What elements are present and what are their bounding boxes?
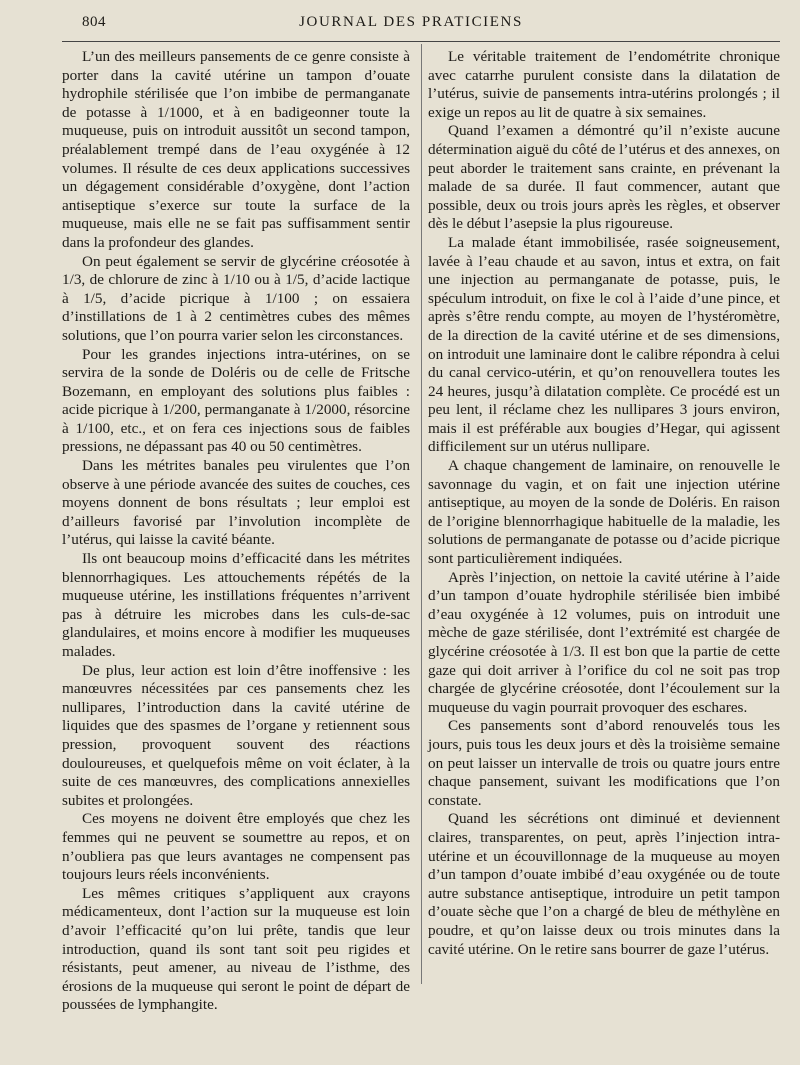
paragraph: Les mêmes critiques s’appliquent aux crayons médicamenteux, dont l’action sur la muqueuse est loin d’avoir l’efficacité qu’on lui prête, tandis que leur introduction, quand ils sont tant soit peu rigides et résistants, peut amener, au niveau de l’isthme, des érosions de la muqueuse qui seront le point de départ de poussées de lymphangite.: [62, 884, 410, 1014]
paragraph: Pour les grandes injections intra-utérines, on se servira de la sonde de Doléris ou de celle de Fritsche Bozemann, en employant des solutions plus faibles : acide picrique à 1/200, permanganate à 1/2000, résorcine à 1/100, etc., et on fera ces injections sous de faibles pressions, ne dépassant pas 40 ou 50 centimètres.: [62, 345, 410, 456]
paragraph: On peut également se servir de glycérine créosotée à 1/3, de chlorure de zinc à 1/10 ou à 1/5, d’acide lactique à 1/5, d’acide picrique à 1/100 ; on essaiera d’instillations de 1 à 2 centimètres cubes des mêmes solutions, que l’on pourra varier selon les circonstances.: [62, 252, 410, 344]
paragraph: La malade étant immobilisée, rasée soigneusement, lavée à l’eau chaude et au savon, intus et extra, on fait une injection au permanganate de potasse, puis, le spéculum introduit, on fixe le col à l’aide d’une pince, et après s’être rendu compte, au moyen de l’hystéromètre, de la direction de la cavité utérine et de ses dimensions, on introduit une laminaire dont le calibre répondra à celui du canal cervico-utérin, et qu’on renouvellera toutes les 24 heures, jusqu’à dilatation complète. Ce procédé est un peu lent, il réclame chez les nullipares 3 jours environ, mais il est préférable aux bougies d’Hegar, qui agissent difficilement sur un utérus nullipare.: [428, 233, 780, 456]
paragraph: A chaque changement de laminaire, on renouvelle le savonnage du vagin, et on fait une injection utérine antiseptique, au moyen de la sonde de Doléris. En raison de l’origine blennorrhagique habituelle de la maladie, les solutions de permanganate de potasse ou d’acide picrique sont particulièrement indiquées.: [428, 457, 780, 568]
paragraph: Quand l’examen a démontré qu’il n’existe aucune détermination aiguë du côté de l’utérus et des annexes, on peut aborder le traitement sans crainte, en prévenant la malade de sa durée. Il faut commencer, autant que possible, deux ou trois jours après les règles, et observer dès le début l’asepsie la plus rigoureuse.: [428, 122, 780, 233]
paragraph: Ces moyens ne doivent être employés que chez les femmes qui ne peuvent se soumettre au repos, et on n’oubliera pas que leurs avantages ne compensent pas toujours leurs réels inconvénients.: [62, 810, 410, 884]
paragraph: Ces pansements sont d’abord renouvelés tous les jours, puis tous les deux jours et dès la troisième semaine on peut laisser un intervalle de trois ou quatre jours entre chaque pansement, suivant les modifications que l’on constate.: [428, 717, 780, 809]
paragraph: Le véritable traitement de l’endométrite chronique avec catarrhe purulent consiste dans la dilatation de l’utérus, suivie de pansements intra-utérins prolongés ; il exige un repos au lit de quatre à six semaines.: [428, 48, 780, 121]
column-divider: [421, 44, 422, 984]
paragraph: Dans les métrites banales peu virulentes que l’on observe à une période avancée des suites de couches, ces moyens donnent de bons résultats ; leur emploi est d’ailleurs favorisé par l’involution incomplète de l’utérus, qui laisse la cavité béante.: [62, 457, 410, 549]
right-column: [428, 48, 780, 959]
journal-title: JOURNAL DES PRATICIENS: [299, 14, 523, 30]
paragraph: De plus, leur action est loin d’être inoffensive : les manœuvres nécessitées par ces pansements chez les nullipares, l’introduction dans la cavité utérine de liquides que des spasmes de l’organe y retiennent sous pression, provoquent souvent des réactions douloureuses, et quelquefois même on voit éclater, à la suite de ces manœuvres, des complications annexielles subites et prolongées.: [62, 661, 410, 809]
paragraph: Ils ont beaucoup moins d’efficacité dans les métrites blennorrhagiques. Les attouchements répétés de la muqueuse utérine, les instillations fréquentes n’arrivent pas à détruire les microbes dans les culs-de-sac glandulaires, et moins encore à modifier les muqueuses malades.: [62, 550, 410, 660]
header-rule: [62, 41, 780, 42]
page-header: [62, 14, 760, 36]
paragraph: Quand les sécrétions ont diminué et deviennent claires, transparentes, on peut, après l’injection intra-utérine et un écouvillonnage de la muqueuse au moyen d’un tampon d’ouate imbibé d’eau oxygénée ou de toute autre substance antiseptique, introduire un petit tampon d’ouate sèche que l’on a chargé de bleu de méthylène en poudre, et qu’on laisse deux ou trois minutes dans la cavité utérine. On le retire sans bourrer de gaze l’utérus.: [428, 810, 780, 958]
paragraph: Après l’injection, on nettoie la cavité utérine à l’aide d’un tampon d’ouate hydrophile stérilisée bien imbibé d’eau oxygénée à 12 volumes, puis on introduit une mèche de gaze stérilisée, dont l’extrémité est chargée de glycérine créosotée à 1/3. Il est bon que la partie de cette gaze qui doit arriver à l’orifice du col ne soit pas trop chargée de glycérine créosotée, dont l’écoulement sur la muqueuse du vagin pourrait provoquer des eschares.: [428, 568, 780, 716]
page-number: 804: [82, 14, 106, 30]
paragraph: L’un des meilleurs pansements de ce genre consiste à porter dans la cavité utérine un tampon d’ouate hydrophile stérilisée que l’on imbibe de permanganate de potasse à 1/1000, et à en badigeonner toute la muqueuse, puis on introduit aussitôt un second tampon, préalablement trempé dans de l’eau oxygénée à 12 volumes. Il résulte de ces deux applications successives un dégagement considérable d’oxygène, dont l’action antiseptique s’exerce sur toute la surface de la muqueuse, mais elle ne se fait pas suffisamment sentir dans la profondeur des glandes.: [62, 48, 410, 251]
left-column: [62, 48, 410, 1015]
